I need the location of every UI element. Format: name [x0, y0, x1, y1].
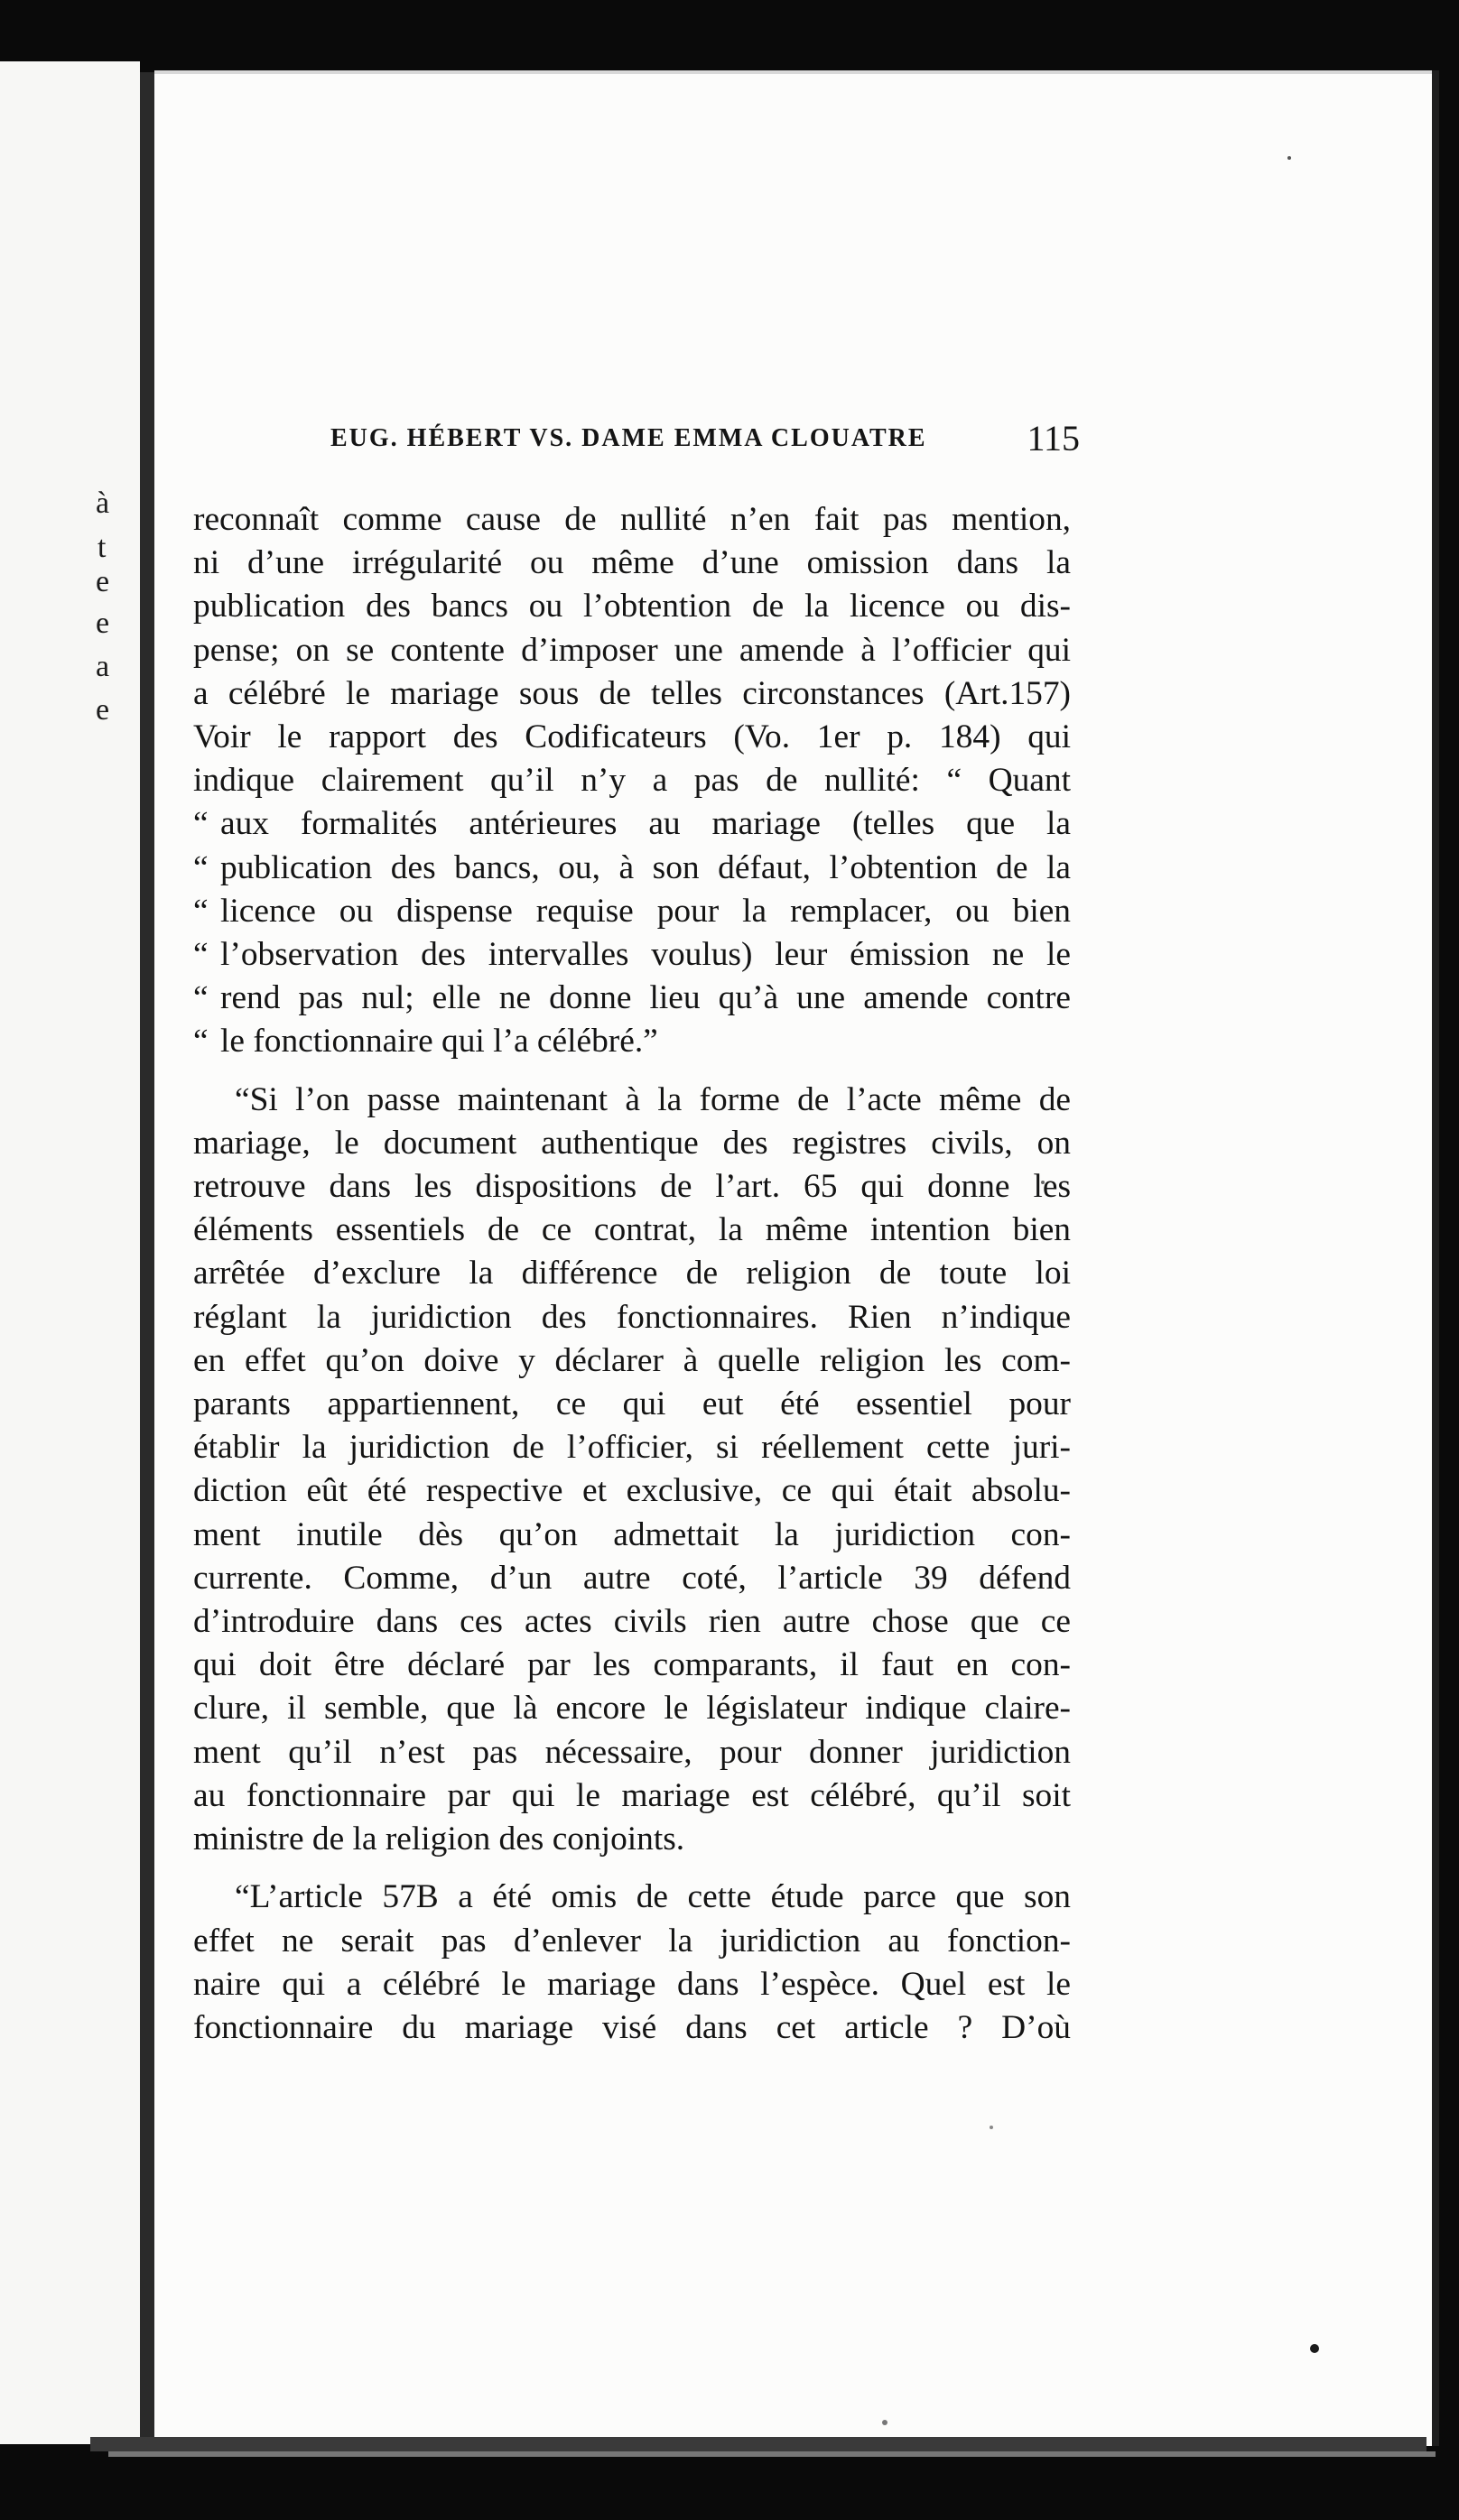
text-line: Voir le rapport des Codificateurs (Vo. 1er p. 184) qui — [193, 718, 1071, 756]
text-line: pense; on se contente d’imposer une amende à l’officier qui — [193, 631, 1071, 669]
quote-mark: “ — [193, 1023, 209, 1061]
text-line: a célébré le mariage sous de telles circonstances (Art.157) — [193, 674, 1071, 712]
paragraph — [193, 498, 1071, 1064]
text-line: effet ne serait pas d’enlever la juridiction au fonction- — [193, 1922, 1071, 1959]
text-line: “ l’observation des intervalles voulus) leur émission ne le — [193, 933, 1071, 977]
text-line: reconnaît comme cause de nullité n’en fait pas mention, — [193, 501, 1071, 538]
text-line: réglant la juridiction des fonctionnaires. Rien n’indique — [193, 1298, 1071, 1336]
margin-fragment: à — [96, 486, 110, 520]
text-line: clure, il semble, que là encore le législateur indique claire- — [193, 1690, 1071, 1728]
page-bottom-edge — [90, 2437, 1426, 2451]
text-line: “ licence ou dispense requise pour la remplacer, ou bien — [193, 890, 1071, 933]
quote-mark: “ — [193, 892, 209, 930]
page-number: 115 — [1027, 418, 1080, 459]
page-top-edge — [154, 70, 1436, 74]
text-line: qui doit être déclaré par les comparants, il faut en con- — [193, 1646, 1071, 1684]
text-line: d’introduire dans ces actes civils rien autre chose que ce — [193, 1603, 1071, 1641]
text-line: “L’article 57B a été omis de cette étude parce que son — [235, 1878, 1071, 1916]
text-line: mariage, le document authentique des registres civils, on — [193, 1124, 1071, 1162]
quote-mark: “ — [193, 848, 209, 886]
page-right-edge — [1432, 70, 1439, 2446]
text-line: “Si l’on passe maintenant à la forme de l’acte même de — [235, 1080, 1071, 1118]
page-header — [330, 417, 1080, 462]
text-line: ment inutile dès qu’on admettait la juridiction con- — [193, 1515, 1071, 1553]
ink-speck — [990, 2126, 993, 2129]
quote-mark: “ — [193, 936, 209, 974]
text-line: parants appartiennent, ce qui eut été essentiel pour — [193, 1385, 1071, 1423]
margin-fragment: a — [96, 650, 110, 683]
text-line: “ publication des bancs, ou, à son défaut, l’obtention de la — [193, 847, 1071, 890]
gutter-line — [140, 72, 154, 2437]
paragraph — [193, 1876, 1071, 2050]
page-bottom-shadow — [108, 2451, 1436, 2457]
text-line: arrêtée d’exclure la différence de religion de toute loi — [193, 1255, 1071, 1292]
text-line: ni d’une irrégularité ou même d’une omission dans la — [193, 544, 1071, 582]
text-line: “ le fonctionnaire qui l’a célébré.” — [193, 1020, 1071, 1063]
ink-speck — [882, 2420, 887, 2425]
text-line: “ rend pas nul; elle ne donne lieu qu’à une amende contre — [193, 977, 1071, 1020]
text-line: “ aux formalités antérieures au mariage (telles que la — [193, 802, 1071, 846]
text-line: naire qui a célébré le mariage dans l’espèce. Quel est le — [193, 1965, 1071, 2003]
quote-mark: “ — [193, 805, 209, 843]
text-line: au fonctionnaire par qui le mariage est célébré, qu’il soit — [193, 1776, 1071, 1814]
quote-mark: “ — [193, 979, 209, 1017]
text-line: retrouve dans les dispositions de l’art. 65 qui donne les — [193, 1168, 1071, 1206]
body-text — [193, 498, 1071, 2050]
margin-fragment: e — [96, 693, 110, 727]
margin-fragment: t — [98, 531, 107, 564]
ink-speck — [1310, 2344, 1319, 2353]
text-line: ministre de la religion des conjoints. — [193, 1821, 685, 1858]
text-line: ment qu’il n’est pas nécessaire, pour donner juridiction — [193, 1733, 1071, 1771]
running-head: EUG. HÉBERT VS. DAME EMMA CLOUATRE — [330, 424, 927, 452]
text-line: currente. Comme, d’un autre coté, l’article 39 défend — [193, 1559, 1071, 1597]
margin-fragment: e — [96, 607, 110, 640]
margin-fragment: e — [96, 565, 110, 598]
text-line: indique clairement qu’il n’y a pas de nullité: “ Quant — [193, 762, 1071, 800]
text-line: diction eût été respective et exclusive, ce qui était absolu- — [193, 1472, 1071, 1510]
text-line: publication des bancs ou l’obtention de la licence ou dis- — [193, 588, 1071, 625]
paragraph — [193, 1079, 1071, 1862]
facing-page-strip — [0, 61, 140, 2444]
text-line: fonctionnaire du mariage visé dans cet article ? D’où — [193, 2008, 1071, 2046]
text-line: en effet qu’on doive y déclarer à quelle religion les com- — [193, 1341, 1071, 1379]
ink-speck — [1287, 156, 1291, 160]
text-line: éléments essentiels de ce contrat, la même intention bien — [193, 1211, 1071, 1249]
text-line: établir la juridiction de l’officier, si réellement cette juri- — [193, 1429, 1071, 1467]
